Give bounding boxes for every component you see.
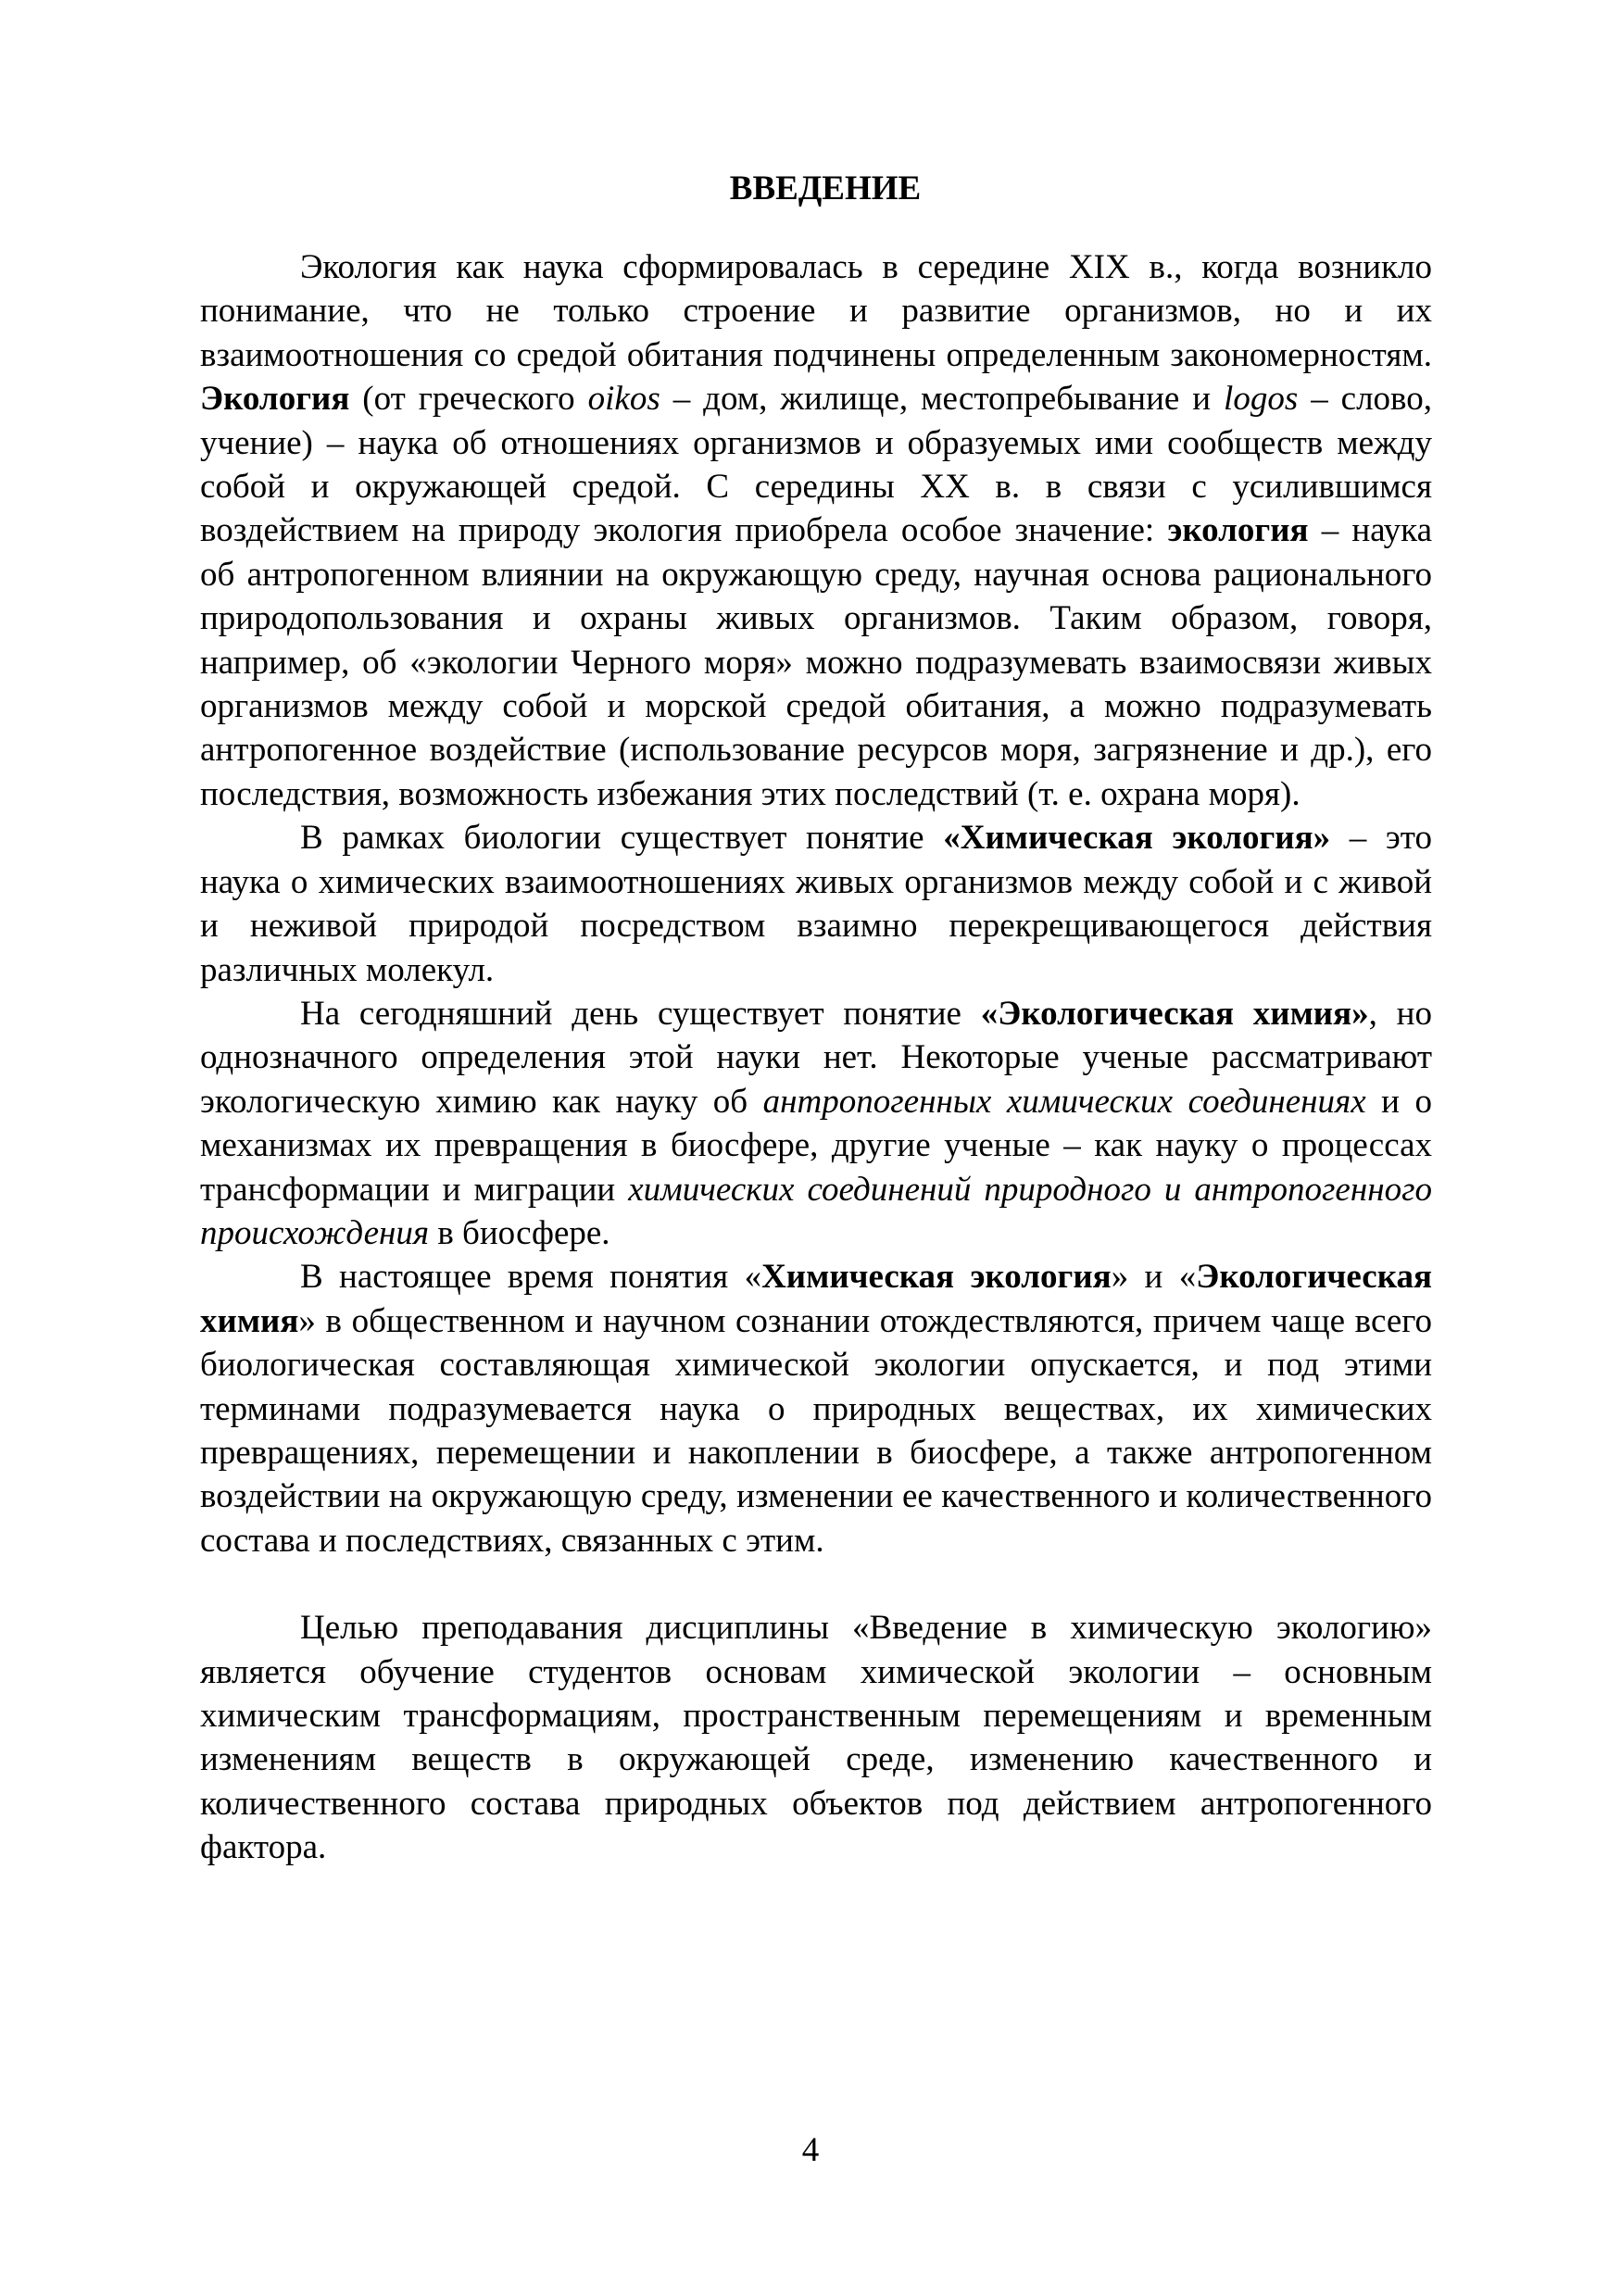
bold-term: «Химическая экология» bbox=[943, 819, 1331, 858]
document-page bbox=[200, 167, 1432, 1870]
text-run: – наука об антропогенном влиянии на окружающую среду, научная основа рационального природопользования и охраны живых организмов. Таким образом, говоря, например, об «экологии Черного моря» можно подразумевать взаимосвязи живых организмов между собой и морской средой обитания, а можно подразумевать антропогенное воздействие (использование ресурсов моря, загрязнение и др.), его последствия, возможность избежания этих последствий (т. е. охрана моря). bbox=[200, 511, 1433, 813]
text-run: и о механизмах их превращения в биосфере, другие ученые – как науку о процессах трансформации и миграции bbox=[200, 1082, 1432, 1209]
bold-term: экология bbox=[1167, 511, 1309, 550]
bold-term: Химическая экология bbox=[761, 1258, 1112, 1297]
text-run: » в общественном и научном сознании отождествляются, причем чаще всего биологическая составляющая химической экологии опускается, и под этими терминами подразумевается наука о природных веществах, их химических превращениях, перемещении и накоплении в биосфере, а также антропогенном воздействии на окружающую среду, изменении ее качественного и количественного состава и последствиях, связанных с этим. bbox=[200, 1301, 1432, 1560]
bold-term: Экология bbox=[200, 380, 350, 419]
text-run: Экология как наука сформировалась в середине XIX в., когда возникло понимание, что не только строение и развитие организмов, но и их взаимоотношения со средой обитания подчинены определенным закономерностям. bbox=[200, 248, 1432, 374]
page-title: ВВЕДЕНИЕ bbox=[729, 169, 922, 207]
paragraph-5 bbox=[200, 1606, 1432, 1869]
text-run: в биосфере. bbox=[429, 1213, 610, 1252]
paragraph-4 bbox=[200, 1255, 1432, 1562]
italic-term: антропогенных химических соединениях bbox=[762, 1082, 1366, 1121]
italic-term: logos bbox=[1224, 380, 1299, 419]
text-run: На сегодняшний день существует понятие bbox=[300, 994, 981, 1033]
text-run: – слово, учение) – наука об отношениях организмов и образуемых ими сообществ между собой и окружающей средой. С середины XX в. в связи с усилившимся воздействием на природу экология приобрела особое значение: bbox=[200, 380, 1432, 550]
bold-term: Экологическая химия bbox=[200, 1258, 1432, 1340]
italic-term: химических соединений природного и антропогенного происхождения bbox=[200, 1170, 1432, 1252]
text-run: В настоящее время понятия « bbox=[300, 1258, 762, 1297]
bold-term: «Экологическая химия» bbox=[980, 994, 1369, 1033]
text-run: » и « bbox=[1111, 1258, 1197, 1297]
text-run: – это наука о химических взаимоотношениях живых организмов между собой и с живой и неживой природой посредством взаимно перекрещивающегося действия различных молекул. bbox=[200, 819, 1432, 989]
paragraph-3 bbox=[200, 992, 1432, 1255]
page-number: 4 bbox=[801, 2131, 820, 2169]
text-run: – дом, жилище, местопребывание и bbox=[660, 380, 1225, 419]
text-run: , но однозначного определения этой науки нет. Некоторые ученые рассматривают экологическую химию как науку об bbox=[200, 994, 1432, 1121]
paragraph-1 bbox=[200, 245, 1432, 816]
paragraph-2 bbox=[200, 816, 1432, 992]
text-run: (от греческого bbox=[349, 380, 588, 419]
text-run: Целью преподавания дисциплины «Введение в химическую экологию» является обучение студентов основам химической экологии – основным химическим трансформациям, пространственным перемещениям и временным изменениям веществ в окружающей среде, изменению качественного и количественного состава природных объектов под действием антропогенного фактора. bbox=[200, 1609, 1432, 1867]
italic-term: oikos bbox=[587, 380, 660, 419]
text-run: В рамках биологии существует понятие bbox=[300, 819, 944, 858]
body-text bbox=[200, 245, 1432, 1870]
